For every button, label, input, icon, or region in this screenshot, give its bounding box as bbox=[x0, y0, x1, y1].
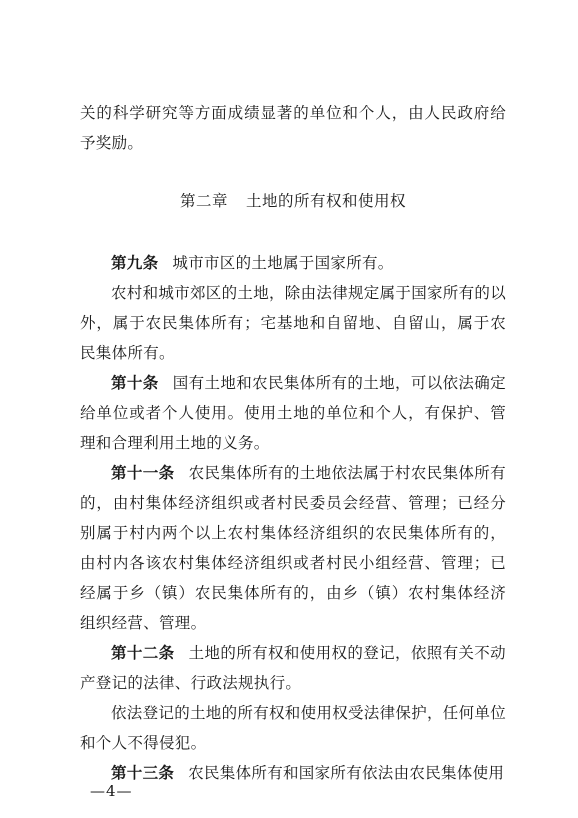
article-text: 农民集体所有和国家所有依法由农民集体使用 bbox=[188, 764, 505, 782]
article-label: 第十三条 bbox=[111, 764, 175, 782]
article-text: 土地的所有权和使用权的登记，依照有关不动产登记的法律、行政法规执行。 bbox=[80, 644, 506, 692]
article-label: 第九条 bbox=[111, 254, 159, 272]
article-12-paragraph bbox=[80, 638, 506, 698]
article-text: 国有土地和农民集体所有的土地，可以依法确定给单位或者个人使用。使用土地的单位和个人，有保护、管理和合理利用土地的义务。 bbox=[80, 374, 506, 452]
article-text: 农民集体所有的土地依法属于村农民集体所有的，由村集体经济组织或者村民委员会经营、管理；已经分别属于村内两个以上农村集体经济组织的农民集体所有的，由村内各该农村集体经济组织或者村民小组经营、管理；已经属于乡（镇）农民集体所有的，由乡（镇）农村集体经济组织经营、管理。 bbox=[80, 464, 506, 632]
article-9-paragraph-2 bbox=[80, 278, 506, 368]
chapter-heading bbox=[80, 186, 506, 216]
article-label: 第十二条 bbox=[111, 644, 175, 662]
page-number: —4— bbox=[90, 782, 133, 800]
article-10-paragraph bbox=[80, 368, 506, 458]
document-page bbox=[80, 0, 506, 788]
article-13-paragraph bbox=[80, 758, 506, 788]
article-text: 农村和城市郊区的土地，除由法律规定属于国家所有的以外，属于农民集体所有；宅基地和自留地、自留山，属于农民集体所有。 bbox=[80, 284, 507, 362]
article-9-paragraph bbox=[80, 248, 506, 278]
article-12-paragraph-2 bbox=[80, 698, 506, 758]
article-text: 城市市区的土地属于国家所有。 bbox=[172, 254, 394, 272]
chapter-number: 第二章 bbox=[179, 192, 228, 210]
article-11-paragraph bbox=[80, 458, 506, 638]
continuation-paragraph: 关的科学研究等方面成绩显著的单位和个人，由人民政府给予奖励。 bbox=[80, 104, 506, 152]
article-label: 第十条 bbox=[111, 374, 159, 392]
chapter-title: 土地的所有权和使用权 bbox=[246, 192, 407, 210]
article-text: 依法登记的土地的所有权和使用权受法律保护，任何单位和个人不得侵犯。 bbox=[80, 704, 507, 752]
article-label: 第十一条 bbox=[111, 464, 175, 482]
